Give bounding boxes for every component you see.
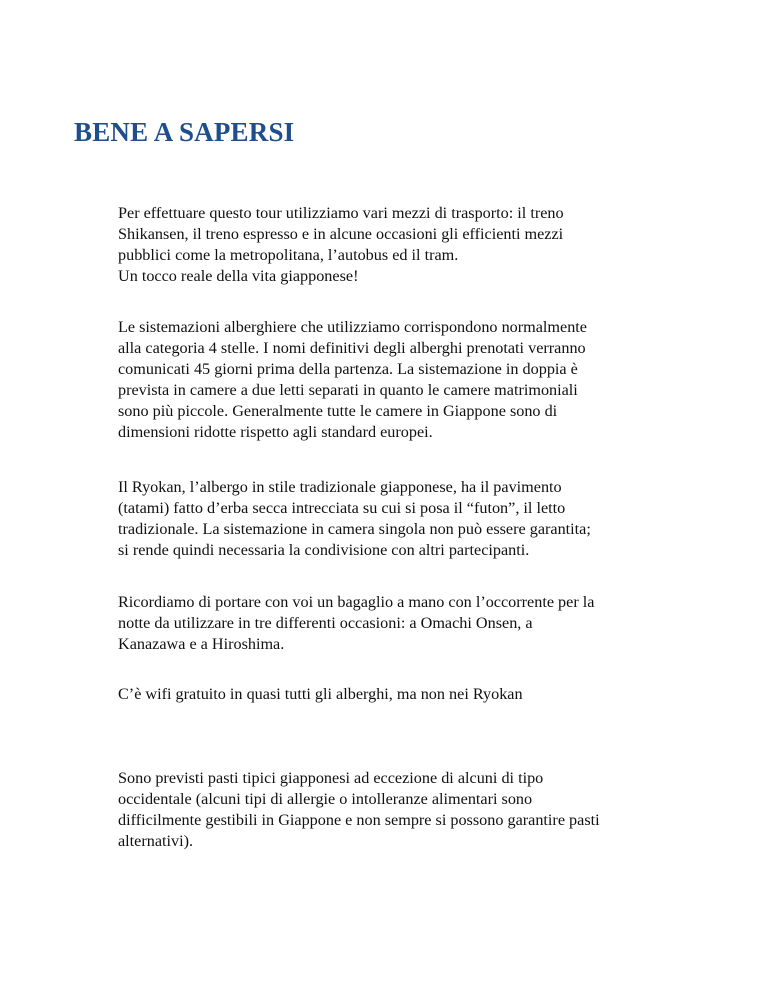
paragraph-transport: Per effettuare questo tour utilizziamo vari mezzi di trasporto: il treno Shikansen, il treno espresso e in alcune occasioni gli efficienti mezzi pubblici come la metropolitana, l’autobus ed il tram. Un tocco reale della vita giapponese! <box>118 204 564 285</box>
paragraph-wifi: C’è wifi gratuito in quasi tutti gli alberghi, ma non nei Ryokan <box>118 685 523 703</box>
paragraph-luggage: Ricordiamo di portare con voi un bagaglio a mano con l’occorrente per la notte da utilizzare in tre differenti occasioni: a Omachi Onsen, a Kanazawa e a Hiroshima. <box>118 593 595 653</box>
page-title: BENE A SAPERSI <box>74 117 295 147</box>
paragraph-ryokan: Il Ryokan, l’albergo in stile tradizionale giapponese, ha il pavimento (tatami) fatto d’erba secca intrecciata su cui si posa il “futon”, il letto tradizionale. La sistemazione in camera singola non può essere garantita; si rende quindi necessaria la condivisione con altri partecipanti. <box>118 478 591 559</box>
paragraph-hotels: Le sistemazioni alberghiere che utilizziamo corrispondono normalmente alla categoria 4 stelle. I nomi definitivi degli alberghi prenotati verranno comunicati 45 giorni prima della partenza. La sistemazione in doppia è prevista in camere a due letti separati in quanto le camere matrimoniali sono più piccole. Generalmente tutte le camere in Giappone sono di dimensioni ridotte rispetto agli standard europei. <box>118 318 587 441</box>
paragraph-meals: Sono previsti pasti tipici giapponesi ad eccezione di alcuni di tipo occidentale (alcuni tipi di allergie o intolleranze alimentari sono difficilmente gestibili in Giappone e non sempre si possono garantire pasti alternativi). <box>118 769 600 850</box>
